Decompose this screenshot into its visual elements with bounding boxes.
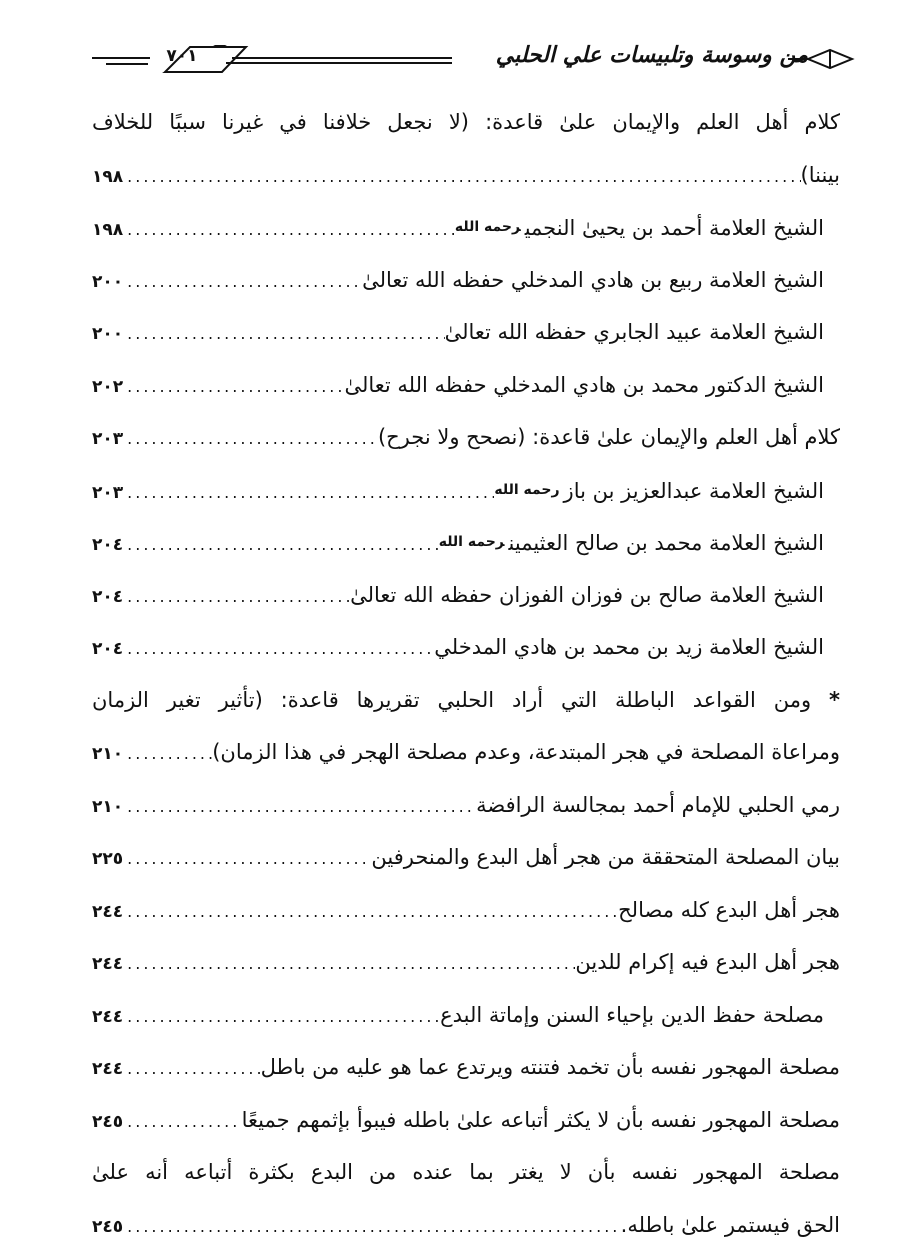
- toc-entry-title: مصلحة حفظ الدين بإحياء السنن وإماتة البدع: [440, 989, 824, 1042]
- leader-dots: [123, 1201, 621, 1251]
- toc-entry[interactable]: [92, 464, 840, 517]
- honorific-ligature: رحمه الله: [455, 219, 525, 235]
- leader-dots: [123, 1043, 260, 1094]
- toc-entry-title: كلام أهل العلم والإيمان علىٰ قاعدة: (نصحح ولا نجرح): [378, 411, 840, 464]
- toc-page-number: ١٩٨: [92, 204, 123, 254]
- leader-dots: [123, 623, 434, 674]
- toc-page-number: ٢٤٤: [92, 1043, 123, 1094]
- toc-entry-title: الشيخ الدكتور محمد بن هادي المدخلي حفظه الله تعالىٰ: [344, 359, 824, 412]
- leader-dots: [123, 467, 494, 517]
- page-header: [0, 0, 900, 90]
- toc-entry-title: الشيخ العلامة زيد بن محمد بن هادي المدخلي: [434, 621, 824, 674]
- leader-dots: [123, 886, 618, 937]
- toc-page-number: ٢٤٥: [92, 1096, 123, 1147]
- toc-entry[interactable]: [92, 831, 840, 884]
- toc-entry-title: هجر أهل البدع فيه إكرام للدين: [575, 936, 840, 989]
- leader-dots: [123, 571, 350, 622]
- toc-entry[interactable]: [92, 779, 840, 832]
- toc-page-number: ٢٤٤: [92, 886, 123, 937]
- honorific-ligature: رحمه الله: [494, 482, 563, 498]
- toc-entry[interactable]: [92, 411, 840, 464]
- toc-entry-title: الشيخ العلامة عبيد الجابري حفظه الله تعالىٰ: [445, 306, 824, 359]
- toc-page-number: ٢٠٤: [92, 519, 123, 569]
- toc-page-number: ١٩٨: [92, 151, 123, 202]
- toc-page-number: ٢٤٤: [92, 991, 123, 1042]
- toc-page-number: ٢٢٥: [92, 833, 123, 884]
- leader-dots: [123, 308, 444, 359]
- toc-entry-title: مصلحة المهجور نفسه بأن تخمد فتنته ويرتدع عما هو عليه من باطل: [261, 1041, 840, 1094]
- toc-entry-line: [92, 1146, 840, 1199]
- toc-entry[interactable]: [92, 884, 840, 937]
- toc-entry[interactable]: [92, 201, 840, 254]
- page-number: ٧٠١: [152, 46, 212, 66]
- toc-page-number: ٢١٠: [92, 781, 123, 832]
- toc-entry-title: رمي الحلبي للإمام أحمد بمجالسة الرافضة: [476, 779, 840, 832]
- toc-entry-line: [92, 96, 840, 149]
- toc-entry[interactable]: [92, 989, 840, 1042]
- toc-entry[interactable]: [92, 1199, 840, 1251]
- leader-dots: [123, 833, 371, 884]
- toc-entry[interactable]: [92, 936, 840, 989]
- leader-dots: [123, 256, 362, 307]
- toc-page-number: ٢٠٠: [92, 308, 123, 359]
- toc-entry-continuation: بيننا): [801, 149, 840, 202]
- entry-text: الشيخ العلامة أحمد بن يحيىٰ النجمي: [525, 216, 824, 240]
- toc-entry[interactable]: [92, 1094, 840, 1147]
- toc-entry-title: [439, 516, 824, 569]
- toc-page-number: ٢٠٣: [92, 467, 123, 517]
- toc-entry-title: [455, 201, 824, 254]
- toc-entry-title: مصلحة المهجور نفسه بأن لا يكثر أتباعه علىٰ باطله فيبوأ بإثمهم جميعًا: [242, 1094, 840, 1147]
- toc-page-number: ٢٠٠: [92, 256, 123, 307]
- leader-dots: [123, 781, 476, 832]
- leader-dots: [123, 204, 455, 254]
- toc-page-number: ٢٤٤: [92, 938, 123, 989]
- leader-dots: [123, 728, 212, 779]
- toc-entry-title: كلام أهل العلم والإيمان علىٰ قاعدة: (لا نجعل خلافنا في غيرنا سببًا للخلاف: [92, 110, 840, 134]
- toc-entry-line: [92, 674, 840, 727]
- leader-dots: [123, 151, 800, 202]
- toc-page-number: ٢٠٣: [92, 413, 123, 464]
- toc-entry-title: ومن القواعد الباطلة التي أراد الحلبي تقريرها قاعدة: (تأثير تغير الزمان: [92, 688, 811, 712]
- toc-page-number: ٢٠٤: [92, 571, 123, 622]
- leader-dots: [123, 991, 440, 1042]
- toc-entry[interactable]: [92, 569, 840, 622]
- leader-dots: [123, 413, 378, 464]
- toc-entry-title: الشيخ العلامة صالح بن فوزان الفوزان حفظه الله تعالىٰ: [350, 569, 824, 622]
- entry-text: الشيخ العلامة محمد بن صالح العثيمين: [509, 531, 824, 555]
- toc-entry-continuation: ومراعاة المصلحة في هجر المبتدعة، وعدم مصلحة الهجر في هذا الزمان): [212, 726, 840, 779]
- leader-dots: [123, 361, 344, 412]
- leader-dots: [123, 519, 439, 569]
- toc-entry[interactable]: [92, 1041, 840, 1094]
- toc-entry[interactable]: [92, 621, 840, 674]
- entry-text: الشيخ العلامة عبدالعزيز بن باز: [564, 479, 824, 503]
- toc-page-number: ٢١٠: [92, 728, 123, 779]
- running-title: من وسوسة وتلبيسات علي الحلبي: [496, 44, 808, 68]
- star-bullet-icon: *: [829, 688, 840, 712]
- leader-dots: [123, 1096, 242, 1147]
- toc-page-number: ٢٤٥: [92, 1201, 123, 1251]
- toc-page-number: ٢٠٤: [92, 623, 123, 674]
- toc-entry[interactable]: [92, 516, 840, 569]
- toc-entry[interactable]: [92, 726, 840, 779]
- honorific-ligature: رحمه الله: [439, 534, 509, 550]
- toc-entry-title: [494, 464, 824, 517]
- table-of-contents: [92, 96, 840, 1251]
- leader-dots: [123, 938, 575, 989]
- toc-entry[interactable]: [92, 306, 840, 359]
- toc-entry-title: مصلحة المهجور نفسه بأن لا يغتر بما عنده من البدع بكثرة أتباعه أنه علىٰ: [92, 1160, 840, 1184]
- toc-entry-title: هجر أهل البدع كله مصالح: [618, 884, 840, 937]
- toc-entry-title: الشيخ العلامة ربيع بن هادي المدخلي حفظه الله تعالىٰ: [362, 254, 824, 307]
- toc-entry-title: بيان المصلحة المتحققة من هجر أهل البدع والمنحرفين: [371, 831, 840, 884]
- toc-entry[interactable]: [92, 254, 840, 307]
- toc-entry[interactable]: [92, 359, 840, 412]
- toc-page-number: ٢٠٢: [92, 361, 123, 412]
- toc-entry[interactable]: [92, 149, 840, 202]
- toc-entry-continuation: الحق فيستمر علىٰ باطله.: [621, 1199, 840, 1251]
